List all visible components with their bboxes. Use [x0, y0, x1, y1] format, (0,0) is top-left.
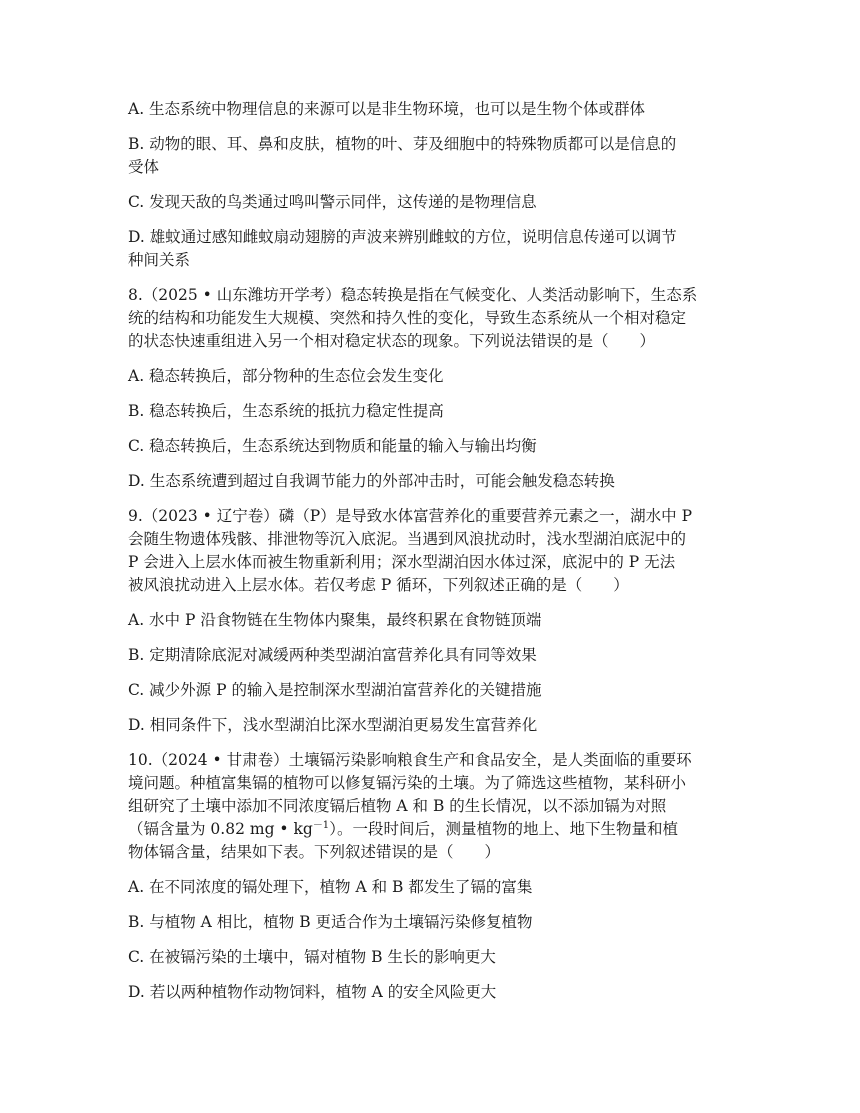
q9-option-a	[128, 609, 738, 632]
q7-option-c	[128, 191, 738, 214]
q8-stem	[128, 284, 738, 353]
q10-option-a	[128, 876, 738, 899]
q9-stem-line-4: 被风浪扰动进入上层水体。若仅考虑 P 循环，下列叙述正确的是（ ）	[128, 576, 629, 594]
document-content	[128, 98, 738, 1016]
q10-option-d	[128, 981, 738, 1004]
q10-stem-line-4	[128, 818, 738, 841]
q10-stem-line-4-end: ）。一段时间后，测量植物的地上、地下生物量和植	[329, 820, 678, 838]
q10-option-b	[128, 911, 738, 934]
q8-option-c-text: C. 稳态转换后，生态系统达到物质和能量的输入与输出均衡	[128, 437, 537, 455]
q10-stem	[128, 749, 738, 864]
q8-option-a	[128, 365, 738, 388]
q8-option-b-text: B. 稳态转换后，生态系统的抵抗力稳定性提高	[128, 402, 444, 420]
q8-option-b	[128, 400, 738, 423]
q9-option-c	[128, 679, 738, 702]
q8-option-c	[128, 435, 738, 458]
q10-option-c-text: C. 在被镉污染的土壤中，镉对植物 B 生长的影响更大	[128, 948, 496, 966]
q8-stem-line-2: 统的结构和功能发生大规模、突然和持久性的变化，导致生态系统从一个相对稳定	[128, 309, 687, 327]
q9-option-a-text: A. 水中 P 沿食物链在生物体内聚集，最终积累在食物链顶端	[128, 611, 542, 629]
q9-option-d-text: D. 相同条件下，浅水型湖泊比深水型湖泊更易发生富营养化	[128, 716, 538, 734]
q10-stem-line-3: 组研究了土壤中添加不同浓度镉后植物 A 和 B 的生长情况，以不添加镉为对照	[128, 797, 667, 815]
q10-option-b-text: B. 与植物 A 相比，植物 B 更适合作为土壤镉污染修复植物	[128, 913, 533, 931]
q9-stem	[128, 505, 738, 597]
q7-option-c-line-1: C. 发现天敌的鸟类通过鸣叫警示同伴，这传递的是物理信息	[128, 193, 537, 211]
q10-stem-line-1: 10.（2024 • 甘肃卷）土壤镉污染影响粮食生产和食品安全，是人类面临的重要环	[128, 751, 692, 769]
q10-option-d-text: D. 若以两种植物作动物饲料，植物 A 的安全风险更大	[128, 983, 497, 1001]
q7-option-d-line-2: 种间关系	[128, 251, 191, 269]
q9-stem-line-3: P 会进入上层水体而被生物重新利用；深水型湖泊因水体过深，底泥中的 P 无法	[128, 553, 676, 571]
q7-option-a	[128, 98, 738, 121]
q8-option-a-text: A. 稳态转换后，部分物种的生态位会发生变化	[128, 367, 444, 385]
q7-option-b-line-1: B. 动物的眼、耳、鼻和皮肤，植物的叶、芽及细胞中的特殊物质都可以是信息的	[128, 135, 677, 153]
q8-stem-line-3: 的状态快速重组进入另一个相对稳定状态的现象。下列说法错误的是（ ）	[128, 332, 656, 350]
q10-unit-exponent: －1	[312, 820, 330, 831]
q8-stem-line-1: 8.（2025 • 山东潍坊开学考）稳态转换是指在气候变化、人类活动影响下，生态系	[128, 286, 698, 304]
q9-stem-line-2: 会随生物遗体残骸、排泄物等沉入底泥。当遇到风浪扰动时，浅水型湖泊底泥中的	[128, 530, 687, 548]
q10-stem-line-4-start: （镉含量为 0.82 mg • kg	[128, 820, 313, 838]
q7-option-b-line-2: 受体	[128, 158, 160, 176]
q7-option-d	[128, 226, 738, 272]
q9-option-d	[128, 714, 738, 737]
q9-stem-line-1: 9.（2023 • 辽宁卷）磷（P）是导致水体富营养化的重要营养元素之一，湖水中 P	[128, 507, 693, 525]
q8-option-d	[128, 470, 738, 493]
q10-option-a-text: A. 在不同浓度的镉处理下，植物 A 和 B 都发生了镉的富集	[128, 878, 533, 896]
q9-option-b	[128, 644, 738, 667]
q10-stem-line-5: 物体镉含量，结果如下表。下列叙述错误的是（ ）	[128, 843, 501, 861]
q7-option-a-line-1: A. 生态系统中物理信息的来源可以是非生物环境，也可以是生物个体或群体	[128, 100, 646, 118]
q7-option-d-line-1: D. 雄蚊通过感知雌蚊扇动翅膀的声波来辨别雌蚊的方位，说明信息传递可以调节	[128, 228, 677, 246]
q9-option-c-text: C. 减少外源 P 的输入是控制深水型湖泊富营养化的关键措施	[128, 681, 542, 699]
q7-option-b	[128, 133, 738, 179]
q10-option-c	[128, 946, 738, 969]
q9-option-b-text: B. 定期清除底泥对减缓两种类型湖泊富营养化具有同等效果	[128, 646, 537, 664]
q10-stem-line-2: 境问题。种植富集镉的植物可以修复镉污染的土壤。为了筛选这些植物，某科研小	[128, 774, 687, 792]
q8-option-d-text: D. 生态系统遭到超过自我调节能力的外部冲击时，可能会触发稳态转换	[128, 472, 615, 490]
